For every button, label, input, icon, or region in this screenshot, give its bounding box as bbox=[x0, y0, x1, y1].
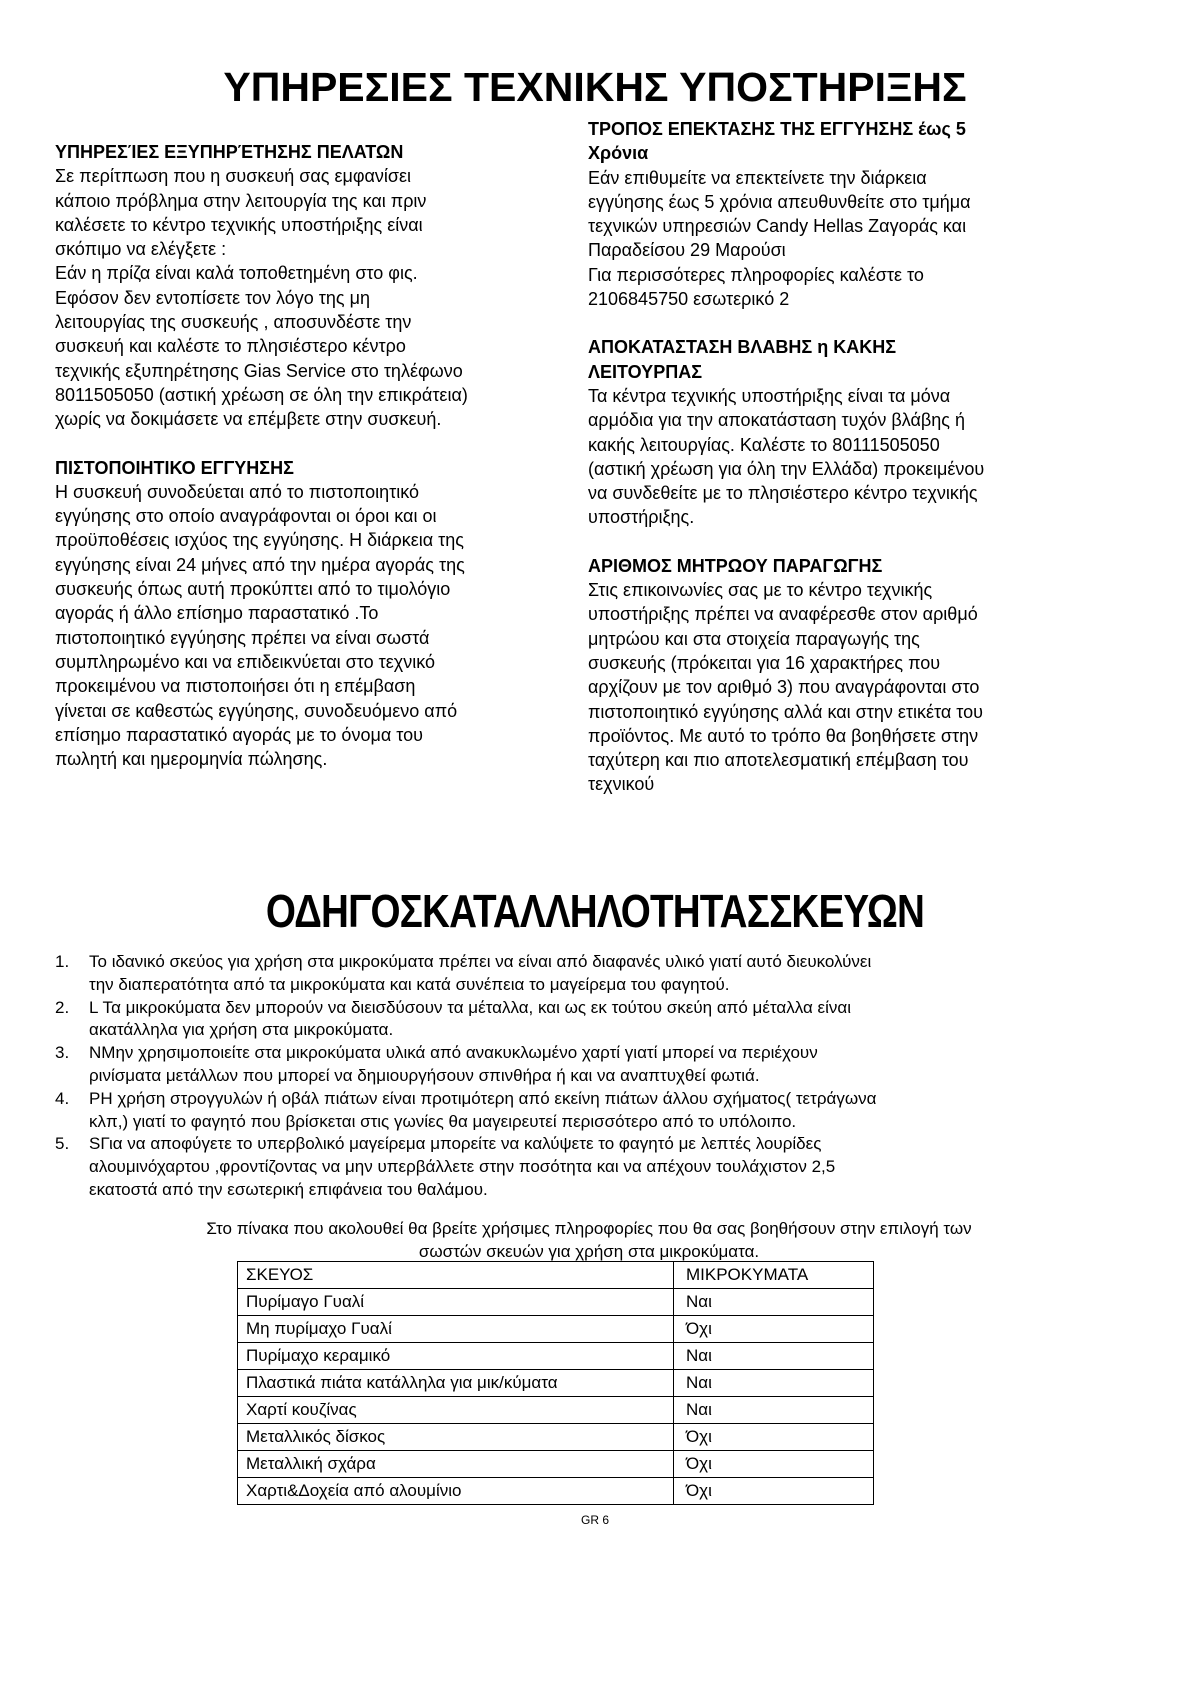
list-text bbox=[89, 951, 1145, 997]
list-number: 5. bbox=[55, 1134, 70, 1154]
list-line: SΓια να αποφύγετε το υπερβολικό μαγείρεμα μπορείτε να καλύψετε το φαγητό με λεπτές λουρίδες bbox=[89, 1134, 822, 1154]
list-line: εκατοστά από την εσωτερική επιφάνεια του θαλάμου. bbox=[89, 1179, 488, 1199]
list-text bbox=[89, 1088, 1145, 1134]
paragraph-line: μητρώου και στα στοιχεία παραγωγής της bbox=[588, 628, 920, 649]
paragraph-line: Εάν επιθυμείτε να επεκτείνετε την διάρκεια bbox=[588, 167, 927, 188]
paragraph-line: πιστοποιητικό εγγύησης πρέπει να είναι σωστά bbox=[55, 627, 430, 648]
paragraph-line: υποστήριξης. bbox=[588, 507, 695, 528]
list-item bbox=[55, 997, 1145, 1043]
table-row bbox=[238, 1478, 874, 1505]
list-line: την διαπερατότητα από τα μικροκύματα και κατά συνέπεια το μαγείρεμα του φαγητού. bbox=[89, 974, 730, 994]
list-line: Το ιδανικό σκεύος για χρήση στα μικροκύματα πρέπει να είναι από διαφανές υλικό γιατί αυτό διευκολύνει bbox=[89, 952, 872, 971]
list-number: 2. bbox=[55, 997, 70, 1017]
paragraph-line: κάποιο πρόβλημα στην λειτουργία της και πριν bbox=[55, 190, 427, 211]
microwave-suitability-cell: Όχι bbox=[674, 1424, 874, 1451]
paragraph-line: Εφόσον δεν εντοπίσετε τον λόγο της μη bbox=[55, 287, 370, 308]
table-row bbox=[238, 1370, 874, 1397]
paragraph-line: συμπληρωμένο και να επιδεικνύεται στο τεχνικό bbox=[55, 651, 436, 672]
table-header-cell: ΣΚΕΥΟΣ bbox=[238, 1262, 674, 1289]
page-title: ΥΠΗΡΕΣΙΕΣ ΤΕΧΝΙΚΗΣ ΥΠΟΣΤΗΡΙΞΗΣ bbox=[223, 64, 967, 110]
section-heading: ΥΠΗΡΕΣΊΕΣ ΕΞΥΠΗΡΈΤΗΣΗΣ ΠΕΛΑΤΩΝ bbox=[55, 142, 404, 162]
paragraph-line: πιστοποιητικό εγγύησης αλλά και στην ετικέτα του bbox=[588, 701, 983, 722]
microwave-suitability-cell: Ναι bbox=[674, 1289, 874, 1316]
section-heading: ΑΡΙΘΜΟΣ ΜΗΤΡΩΟΥ ΠΑΡΑΓΩΓΗΣ bbox=[588, 555, 883, 576]
paragraph-line: αρμόδια για την αποκατάσταση τυχόν βλάβης ή bbox=[588, 410, 965, 431]
paragraph-line: επίσημο παραστατικό αγοράς με το όνομα του bbox=[55, 724, 423, 745]
paragraph-line: κακής λειτουργίας. Καλέστε το 80111505050 bbox=[588, 434, 940, 455]
paragraph-line: προϊόντος. Με αυτό το τρόπο θα βοηθήσετε στην bbox=[588, 725, 979, 746]
paragraph-line: αρχίζουν με τον αριθμό 3) που αναγράφονται στο bbox=[588, 677, 980, 698]
paragraph-line: τεχνικών υπηρεσιών Candy Hellas Ζαγοράς και bbox=[588, 216, 967, 237]
paragraph-line: να συνδεθείτε με το πλησιέστερο κέντρο τεχνικής bbox=[588, 483, 978, 504]
list-line: ακατάλληλα για χρήση στα μικροκύματα. bbox=[89, 1020, 394, 1040]
paragraph-line: γίνεται σε καθεστώς εγγύησης, συνοδευόμενο από bbox=[55, 700, 458, 721]
cookware-cell: Μεταλλική σχάρα bbox=[238, 1451, 674, 1478]
section-heading: Χρόνια bbox=[588, 143, 649, 164]
paragraph-line: τεχνικής εξυπηρέτησης Gias Service στο τηλέφωνο bbox=[55, 360, 463, 381]
table-row bbox=[238, 1397, 874, 1424]
list-line: NΜην χρησιμοποιείτε στα μικροκύματα υλικά από ανακυκλωμένο χαρτί γιατί μπορεί να περιέχουν bbox=[89, 1043, 818, 1063]
table-row bbox=[238, 1451, 874, 1478]
paragraph-line: Για περισσότερες πληροφορίες καλέστε το bbox=[588, 264, 924, 285]
paragraph-line: προκειμένου να πιστοποιήσει ότι η επέμβαση bbox=[55, 676, 416, 697]
section-title-cookware-guide: ΟΔΗΓΟΣΚΑΤΑΛΛΗΛΟΤΗΤΑΣΣΚΕΥΩΝ bbox=[265, 885, 925, 937]
page-number: GR 6 bbox=[580, 1513, 609, 1527]
paragraph-line: Σε περίτπωση που η συσκευή σας εμφανίσει bbox=[55, 166, 412, 187]
paragraph-line: χωρίς να δοκιμάσετε να επέμβετε στην συσκευή. bbox=[55, 409, 442, 430]
table-intro bbox=[89, 1218, 1089, 1264]
list-number: 3. bbox=[55, 1043, 70, 1063]
list-text bbox=[89, 1133, 1145, 1201]
list-line: κλπ,) γιατί το φαγητό που βρίσκεται στις γωνίες θα μαγειρευτεί περισσότερο από το υπόλοιπο. bbox=[89, 1111, 797, 1131]
list-item bbox=[55, 951, 1145, 997]
cookware-guide-list bbox=[55, 951, 1145, 1202]
table-header-cell: ΜΙΚΡΟΚΥΜΑΤΑ bbox=[674, 1262, 874, 1289]
section-spacer bbox=[55, 432, 555, 456]
paragraph-line: Τα κέντρα τεχνικής υποστήριξης είναι τα μόνα bbox=[588, 385, 951, 406]
paragraph-line: εγγύησης στο οποίο αναγράφονται οι όροι και οι bbox=[55, 506, 437, 527]
microwave-suitability-cell: Ναι bbox=[674, 1397, 874, 1424]
paragraph-line: Εάν η πρίζα είναι καλά τοποθετημένη στο φις. bbox=[55, 263, 418, 284]
cookware-cell: Μη πυρίμαχο Γυαλί bbox=[238, 1316, 674, 1343]
table-row bbox=[238, 1316, 874, 1343]
paragraph-line: εγγύησης είναι 24 μήνες από την ημέρα αγοράς της bbox=[55, 554, 465, 575]
intro-line: Στο πίνακα που ακολουθεί θα βρείτε χρήσιμες πληροφορίες που θα σας βοηθήσουν στην επιλογή των bbox=[206, 1219, 972, 1238]
section-heading: ΠΙΣΤΟΠΟΙΗΤΙΚΟ ΕΓΓΥΗΣΗΣ bbox=[55, 457, 294, 478]
paragraph-line: πωλητή και ημερομηνία πώλησης. bbox=[55, 749, 328, 770]
paragraph-line: Στις επικοινωνίες σας με το κέντρο τεχνικής bbox=[588, 580, 933, 601]
cookware-cell: Πλαστικά πιάτα κατάλληλα για μικ/κύματα bbox=[238, 1370, 674, 1397]
paragraph-line: συσκευής (πρόκειται για 16 χαρακτήρες που bbox=[588, 652, 941, 673]
cookware-cell: Χαρτι&Δοχεία από αλουμίνιο bbox=[238, 1478, 674, 1505]
paragraph-line: συσκευής όπως αυτή προκύπτει από το τιμολόγιο bbox=[55, 579, 451, 600]
section-heading: ΤΡΟΠΟΣ ΕΠΕΚΤΑΣΗΣ ΤΗΣ ΕΓΓΥΗΣΗΣ έως 5 bbox=[588, 119, 966, 139]
list-number: 1. bbox=[55, 952, 70, 971]
table-header-row bbox=[238, 1262, 874, 1289]
section-heading: ΛΕΙΤΟΥΡΠΑΣ bbox=[588, 361, 702, 382]
list-number: 4. bbox=[55, 1088, 70, 1108]
paragraph-line: (αστική χρέωση για όλη την Ελλάδα) προκειμένου bbox=[588, 458, 985, 479]
table-row bbox=[238, 1424, 874, 1451]
paragraph-line: 2106845750 εσωτερικό 2 bbox=[588, 289, 790, 310]
list-item bbox=[55, 1088, 1145, 1134]
paragraph-line: λειτουργίας της συσκευής , αποσυνδέστε την bbox=[55, 312, 412, 333]
paragraph-line: ταχύτερη και πιο αποτελεσματική επέμβαση του bbox=[588, 750, 969, 771]
cookware-table bbox=[237, 1261, 874, 1505]
microwave-suitability-cell: Όχι bbox=[674, 1316, 874, 1343]
right-column bbox=[588, 117, 1088, 797]
list-text bbox=[89, 1042, 1145, 1088]
paragraph-line: σκόπιμο να ελέγξετε : bbox=[55, 239, 227, 260]
cookware-cell: Μεταλλικός δίσκος bbox=[238, 1424, 674, 1451]
list-item bbox=[55, 1133, 1145, 1201]
section-heading: ΑΠΟΚΑΤΑΣΤΑΣΗ ΒΛΑΒΗΣ η ΚΑΚΗΣ bbox=[588, 337, 897, 358]
left-column bbox=[55, 140, 555, 771]
paragraph-line: καλέσετε το κέντρο τεχνικής υποστήριξης είναι bbox=[55, 214, 423, 235]
paragraph-line: εγγύησης έως 5 χρόνια απευθυνθείτε στο τμήμα bbox=[588, 191, 971, 212]
table-row bbox=[238, 1289, 874, 1316]
cookware-cell: Πυρίμαγο Γυαλί bbox=[238, 1289, 674, 1316]
microwave-suitability-cell: Ναι bbox=[674, 1343, 874, 1370]
microwave-suitability-cell: Όχι bbox=[674, 1451, 874, 1478]
paragraph-line: 8011505050 (αστική χρέωση σε όλη την επικράτεια) bbox=[55, 384, 468, 405]
paragraph-line: τεχνικού bbox=[588, 774, 655, 795]
list-item bbox=[55, 1042, 1145, 1088]
table-row bbox=[238, 1343, 874, 1370]
cookware-cell: Χαρτί κουζίνας bbox=[238, 1397, 674, 1424]
paragraph-line: Παραδείσου 29 Μαρούσι bbox=[588, 240, 786, 261]
section-spacer bbox=[588, 530, 1088, 554]
paragraph-line: προϋποθέσεις ισχύος της εγγύησης. Η διάρκεια της bbox=[55, 530, 464, 551]
paragraph-line: Η συσκευή συνοδεύεται από το πιστοποιητικό bbox=[55, 481, 420, 502]
intro-line: σωστών σκευών για χρήση στα μικροκύματα. bbox=[418, 1241, 760, 1261]
paragraph-line: υποστήριξης πρέπει να αναφέρεσθε στον αριθμό bbox=[588, 604, 978, 625]
paragraph-line: συσκευή και καλέστε το πλησιέστερο κέντρο bbox=[55, 336, 406, 357]
list-line: αλουμινόχαρτου ,φροντίζοντας να μην υπερβάλλετε στην ποσότητα και να απέχουν τουλάχιστον 2,5 bbox=[89, 1157, 836, 1177]
list-text bbox=[89, 997, 1145, 1043]
list-line: PΗ χρήση στρογγυλών ή οβάλ πιάτων είναι προτιμότερη από εκείνη πιάτων άλλου σχήματος( τετράγωνα bbox=[89, 1088, 877, 1108]
list-line: L Τα μικροκύματα δεν μπορούν να διεισδύσουν τα μέταλλα, και ως εκ τούτου σκεύη από μέταλλα είναι bbox=[89, 997, 851, 1017]
paragraph-line: αγοράς ή άλλο επίσημο παραστατικό .Το bbox=[55, 603, 379, 624]
section-spacer bbox=[588, 311, 1088, 335]
cookware-cell: Πυρίμαχο κεραμικό bbox=[238, 1343, 674, 1370]
list-line: ρινίσματα μετάλλων που μπορεί να δημιουργήσουν σπινθήρα ή και να αναπτυχθεί φωτιά. bbox=[89, 1065, 760, 1085]
microwave-suitability-cell: Ναι bbox=[674, 1370, 874, 1397]
microwave-suitability-cell: Όχι bbox=[674, 1478, 874, 1505]
